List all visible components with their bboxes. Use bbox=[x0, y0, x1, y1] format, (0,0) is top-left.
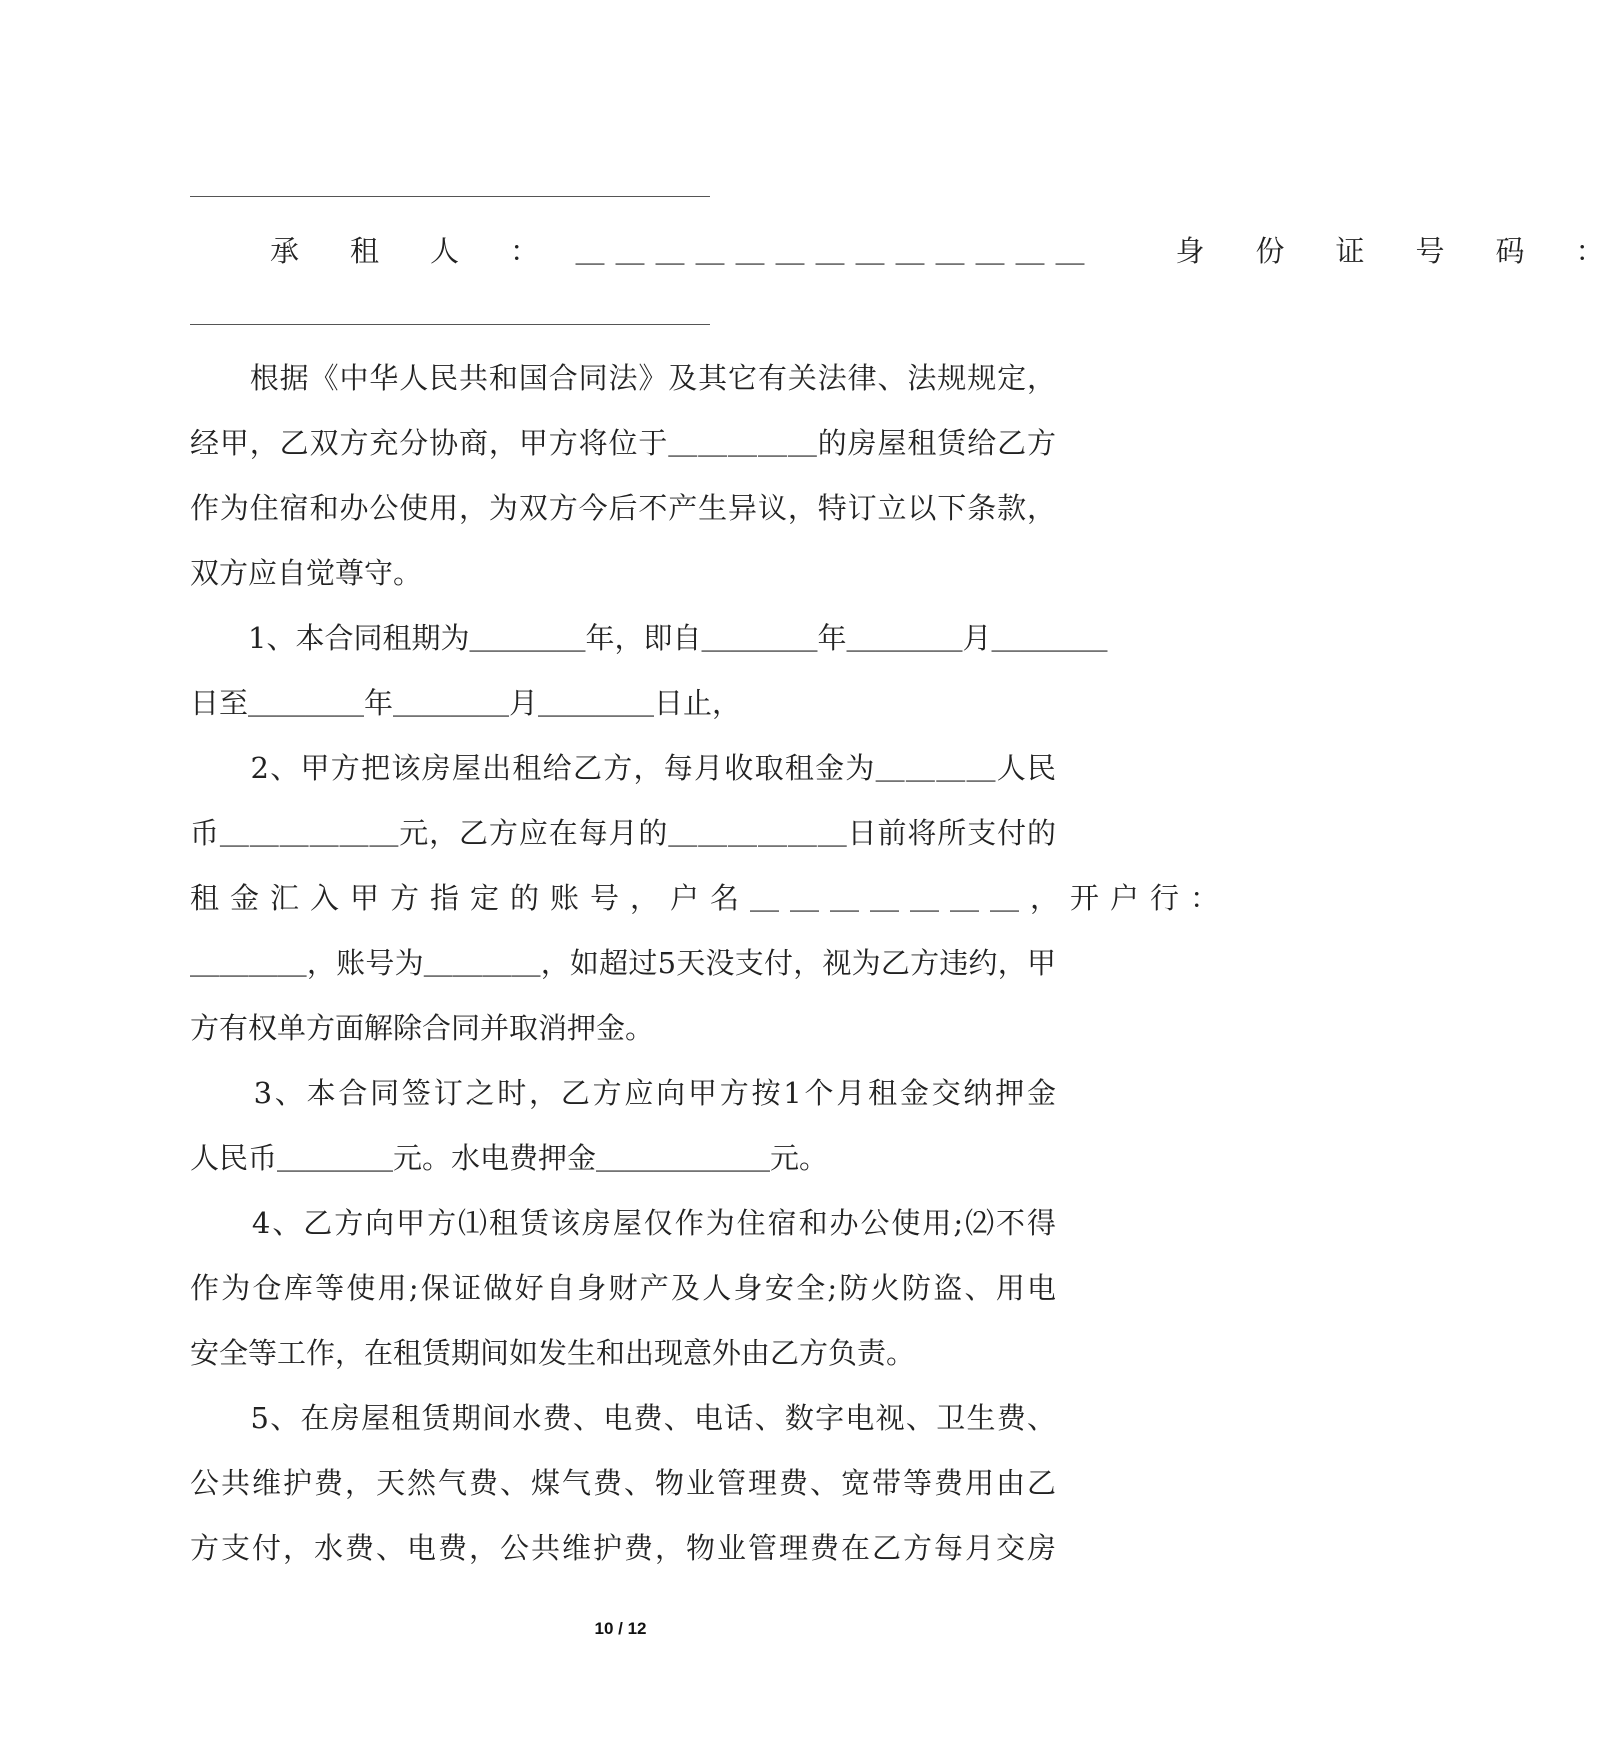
clause-2-line: 方有权单方面解除合同并取消押金。 bbox=[190, 1011, 655, 1045]
paragraph-line: 双方应自觉尊守。 bbox=[190, 556, 423, 590]
clause-2-line: 币＿＿＿＿＿＿元，乙方应在每月的＿＿＿＿＿＿日前将所支付的 bbox=[190, 816, 1056, 850]
paragraph-line: 经甲，乙双方充分协商，甲方将位于＿＿＿＿＿的房屋租赁给乙方 bbox=[190, 426, 1056, 460]
clause-2-line: ＿＿＿＿，账号为＿＿＿＿，如超过5天没支付，视为乙方违约，甲 bbox=[190, 946, 1056, 980]
clause-5-line: 5、在房屋租赁期间水费、电费、电话、数字电视、卫生费、 bbox=[190, 1401, 1056, 1435]
clause-1-line: 日至＿＿＿＿年＿＿＿＿月＿＿＿＿日止， bbox=[190, 686, 742, 720]
blank-underline bbox=[190, 324, 710, 325]
clause-3-line: 人民币＿＿＿＿元。水电费押金＿＿＿＿＿＿元。 bbox=[190, 1141, 829, 1175]
clause-3-line: 3、本合同签订之时，乙方应向甲方按1个月租金交纳押金 bbox=[190, 1076, 1056, 1110]
clause-4-line: 4、乙方向甲方⑴租赁该房屋仅作为住宿和办公使用;⑵不得 bbox=[190, 1206, 1056, 1240]
clause-5-line: 方支付，水费、电费，公共维护费，物业管理费在乙方每月交房 bbox=[190, 1531, 1056, 1565]
clause-2-line: 租金汇入甲方指定的账号，户名＿＿＿＿＿＿＿，开户行： bbox=[190, 881, 1231, 915]
page-number: 10 / 12 bbox=[594, 1619, 647, 1638]
clause-4-line: 作为仓库等使用;保证做好自身财产及人身安全;防火防盗、用电 bbox=[190, 1271, 1056, 1305]
paragraph-line: 根据《中华人民共和国合同法》及其它有关法律、法规规定， bbox=[190, 361, 1056, 395]
clause-1-line: 1、本合同租期为＿＿＿＿年，即自＿＿＿＿年＿＿＿＿月＿＿＿＿ bbox=[190, 621, 1108, 655]
lessee-line: 承 租 人 ： ＿＿＿＿＿＿＿＿＿＿＿＿＿ 身 份 证 号 码 ： bbox=[270, 234, 1616, 268]
clause-2-line: 2、甲方把该房屋出租给乙方，每月收取租金为＿＿＿＿人民 bbox=[190, 751, 1056, 785]
clause-5-line: 公共维护费，天然气费、煤气费、物业管理费、宽带等费用由乙 bbox=[190, 1466, 1056, 1500]
clause-4-line: 安全等工作，在租赁期间如发生和出现意外由乙方负责。 bbox=[190, 1336, 916, 1370]
blank-underline bbox=[190, 196, 710, 197]
paragraph-line: 作为住宿和办公使用，为双方今后不产生异议，特订立以下条款， bbox=[190, 491, 1056, 525]
